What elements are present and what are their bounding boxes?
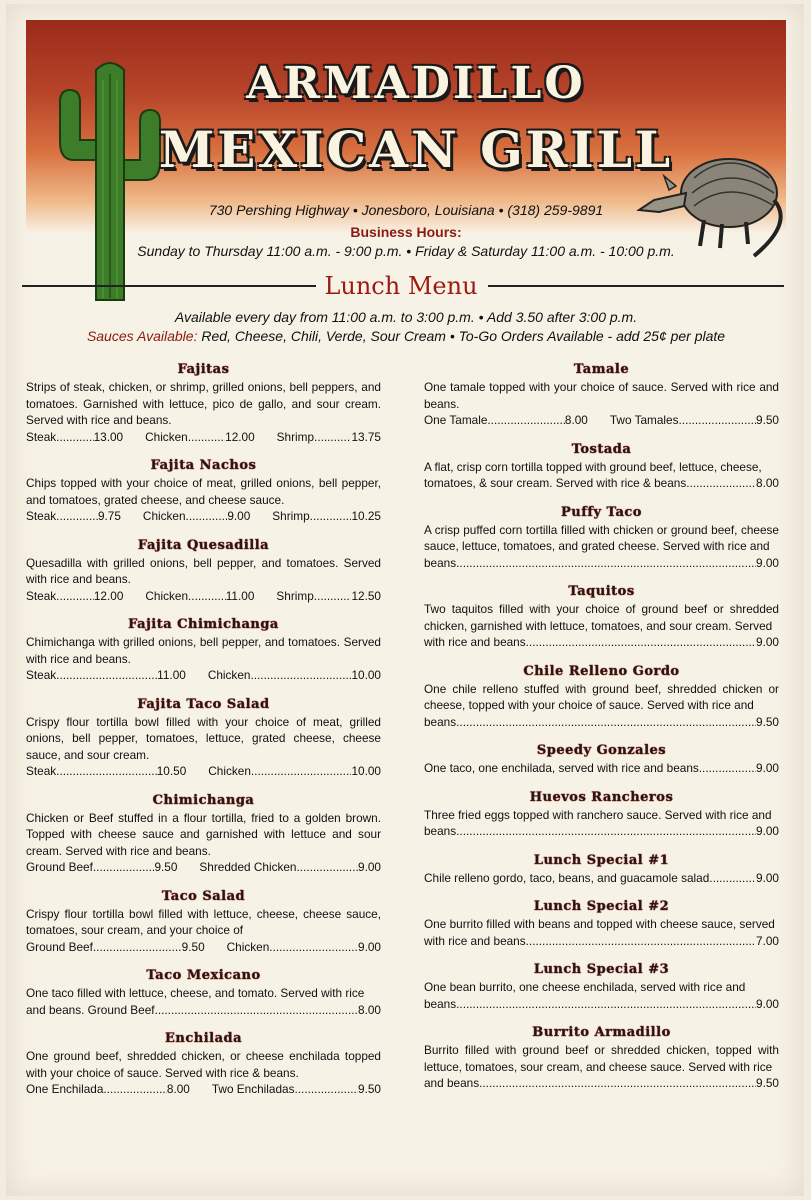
price-label: Shredded Chicken bbox=[199, 860, 297, 874]
price-label: Ground Beef bbox=[26, 860, 93, 874]
leader-dots bbox=[188, 588, 226, 605]
leader-dots bbox=[93, 859, 155, 876]
leader-dots bbox=[103, 1081, 167, 1098]
menu-item-description: Two taquitos filled with your choice of ground beef or shredded chicken, garnished with lettuce, tomatoes, and sour cream. Served bbox=[424, 602, 779, 633]
price-value: 12.50 bbox=[351, 588, 381, 603]
price-label: beans bbox=[424, 996, 457, 1011]
leader-dots bbox=[456, 996, 756, 1013]
price-label: One taco, one enchilada, served with rice and beans bbox=[424, 761, 699, 775]
price-label: Chile relleno gordo, taco, beans, and guacamole salad. bbox=[424, 870, 713, 885]
price-label: Shrimp bbox=[272, 509, 310, 523]
divider-right bbox=[488, 285, 784, 287]
price-label: beans bbox=[424, 714, 457, 729]
leader-dots bbox=[456, 555, 756, 572]
leader-dots bbox=[295, 1081, 359, 1098]
header-banner bbox=[26, 20, 786, 232]
price-value: 13.00 bbox=[93, 429, 124, 444]
price-row bbox=[424, 714, 779, 731]
price-value: 9.50 bbox=[756, 1076, 779, 1090]
price-row bbox=[424, 870, 779, 887]
menu-item-description: Burrito filled with ground beef or shredded chicken, topped with lettuce, tomatoes, sour cream, and cheese sauce. Served with rice bbox=[424, 1043, 779, 1074]
address: 730 Pershing Highway • Jonesboro, Louisiana • (318) 259-9891 bbox=[208, 202, 604, 218]
price-label: Shrimp bbox=[276, 588, 314, 603]
price-label: One Enchilada bbox=[26, 1082, 104, 1096]
price-label: tomatoes, & sour cream. Served with rice & beans bbox=[424, 476, 687, 490]
sauces-text: Red, Cheese, Chili, Verde, Sour Cream • To-Go Orders Available - add 25¢ per plate bbox=[197, 328, 726, 344]
menu-item-description: Crispy flour tortilla bowl filled with your choice of meat, grilled onions, bell pepper, tomatoes, lettuce, grated cheese, cheese sauce, and sour cream. bbox=[26, 714, 381, 762]
price-label: Two Enchiladas bbox=[211, 1082, 295, 1096]
price-row bbox=[26, 859, 381, 876]
price-value: 9.00 bbox=[358, 939, 381, 954]
menu-item bbox=[26, 458, 381, 525]
leader-dots bbox=[296, 859, 358, 876]
price-label: Two Tamales bbox=[609, 413, 679, 427]
price-label: and beans. Ground Beef bbox=[26, 1002, 155, 1017]
restaurant-name-line2: MEXICAN GRILL bbox=[158, 120, 674, 179]
leader-dots bbox=[310, 508, 352, 525]
price-row bbox=[424, 760, 779, 777]
menu-item-name: Speedy Gonzales bbox=[536, 743, 667, 758]
menu-item bbox=[424, 584, 779, 651]
leader-dots bbox=[269, 939, 358, 956]
menu-item-description: Strips of steak, chicken, or shrimp, grilled onions, bell peppers, and tomatoes. Garnished with lettuce, pico de gallo, and sour cream. Served with rice and beans. bbox=[26, 380, 381, 427]
menu-item-description: A crisp puffed corn tortilla filled with chicken or ground beef, cheese sauce, lettuce, tomatoes, and grated cheese. Served with rice and bbox=[424, 522, 779, 553]
business-hours: Sunday to Thursday 11:00 a.m. - 9:00 p.m. • Friday & Saturday 11:00 a.m. - 10:00 p.m. bbox=[137, 243, 675, 259]
menu-item-name: Taco Mexicano bbox=[146, 968, 261, 983]
price-value: 13.75 bbox=[351, 429, 381, 444]
price-value: 8.00 bbox=[166, 1082, 190, 1096]
menu-item bbox=[424, 362, 779, 429]
price-label: Chicken bbox=[142, 509, 186, 523]
leader-dots bbox=[686, 475, 756, 492]
menu-item bbox=[26, 362, 381, 445]
price-label: with rice and beans bbox=[424, 933, 526, 948]
menu-item-description: Chips topped with your choice of meat, grilled onions, bell pepper, and tomatoes, grated cheese, and cheese sauce. bbox=[26, 476, 381, 507]
menu-item-description: One taco filled with lettuce, cheese, and tomato. Served with rice bbox=[26, 986, 365, 1000]
menu-item bbox=[424, 790, 779, 840]
menu-item-name: Tamale bbox=[573, 362, 630, 377]
leader-dots bbox=[93, 939, 182, 956]
leader-dots bbox=[186, 508, 228, 525]
price-label: Shrimp bbox=[276, 429, 315, 444]
menu-item-name: Lunch Special #1 bbox=[533, 852, 670, 868]
menu-item-description: Chimichanga with grilled onions, bell pepper, and tomatoes. Served with rice and beans. bbox=[26, 635, 381, 666]
price-row bbox=[26, 1081, 381, 1098]
price-label: and beans bbox=[424, 1076, 480, 1090]
price-label: Chicken bbox=[226, 939, 270, 954]
menu-item-description: Three fried eggs topped with ranchero sauce. Served with rice and bbox=[424, 807, 772, 822]
price-value: 7.00 bbox=[756, 933, 779, 948]
price-value: 12.00 bbox=[93, 588, 124, 603]
leader-dots bbox=[314, 429, 351, 446]
menu-item-description: A flat, crisp corn tortilla topped with ground beef, lettuce, cheese, bbox=[424, 459, 762, 474]
price-label: Steak bbox=[26, 429, 57, 444]
leader-dots bbox=[155, 1002, 358, 1019]
price-value: 9.00 bbox=[756, 824, 779, 838]
price-value: 9.00 bbox=[756, 555, 779, 570]
price-value: 10.00 bbox=[351, 668, 381, 682]
price-value: 8.00 bbox=[358, 1002, 381, 1017]
menu-item-name: Chimichanga bbox=[152, 792, 255, 808]
price-label: One Tamale bbox=[424, 413, 488, 427]
price-value: 10.50 bbox=[156, 764, 187, 778]
price-row bbox=[424, 996, 779, 1013]
leader-dots bbox=[526, 634, 756, 651]
menu-item-name: Taquitos bbox=[568, 584, 635, 599]
price-row bbox=[424, 555, 779, 572]
price-row bbox=[424, 1075, 779, 1092]
price-row bbox=[424, 823, 779, 840]
menu-item-name: Huevos Rancheros bbox=[529, 789, 674, 805]
menu-item-name: Burrito Armadillo bbox=[532, 1025, 671, 1040]
menu-item-name: Fajitas bbox=[177, 362, 230, 377]
price-row bbox=[424, 412, 779, 429]
menu-page bbox=[6, 4, 804, 1196]
price-label: Chicken bbox=[145, 588, 189, 603]
price-value: 10.25 bbox=[351, 509, 381, 523]
price-value: 9.50 bbox=[756, 714, 779, 729]
price-label: with rice and beans bbox=[424, 635, 526, 649]
menu-item bbox=[424, 743, 779, 777]
menu-item-name: Tostada bbox=[571, 441, 632, 457]
price-value: 9.00 bbox=[756, 761, 779, 775]
menu-item bbox=[424, 505, 779, 572]
menu-item bbox=[424, 962, 779, 1012]
price-value: 9.00 bbox=[756, 996, 779, 1011]
price-value: 9.50 bbox=[756, 413, 779, 427]
menu-item-name: Fajita Taco Salad bbox=[137, 696, 270, 712]
price-label: beans bbox=[424, 555, 457, 570]
price-row bbox=[26, 1002, 381, 1019]
price-label: Steak bbox=[26, 588, 57, 603]
leader-dots bbox=[487, 412, 565, 429]
price-row bbox=[26, 508, 381, 525]
leader-dots bbox=[188, 429, 225, 446]
price-label: beans bbox=[424, 824, 457, 838]
menu-item-name: Fajita Quesadilla bbox=[137, 537, 270, 553]
menu-item-name: Fajita Nachos bbox=[150, 458, 257, 473]
menu-item bbox=[424, 442, 779, 492]
menu-title: Lunch Menu bbox=[324, 272, 478, 300]
sauces-label: Sauces Available: bbox=[86, 328, 198, 344]
menu-item-description: One bean burrito, one cheese enchilada, served with rice and bbox=[424, 980, 746, 994]
leader-dots bbox=[56, 588, 94, 605]
menu-item-name: Puffy Taco bbox=[561, 504, 642, 520]
menu-item bbox=[424, 1025, 779, 1092]
menu-item bbox=[424, 899, 779, 949]
leader-dots bbox=[479, 1075, 756, 1092]
leader-dots bbox=[251, 763, 352, 780]
price-value: 12.00 bbox=[225, 429, 255, 444]
price-label: Steak bbox=[26, 509, 57, 523]
restaurant-name-line1: ARMADILLO bbox=[246, 58, 586, 109]
leader-dots bbox=[56, 667, 157, 684]
leader-dots bbox=[250, 667, 351, 684]
menu-item bbox=[26, 617, 381, 684]
leader-dots bbox=[526, 933, 756, 950]
leader-dots bbox=[713, 870, 756, 887]
leader-dots bbox=[456, 823, 756, 840]
menu-item bbox=[26, 968, 381, 1018]
price-row bbox=[26, 429, 381, 446]
menu-item bbox=[26, 1031, 381, 1098]
leader-dots bbox=[56, 763, 157, 780]
price-value: 10.00 bbox=[351, 764, 381, 778]
divider-left bbox=[22, 285, 316, 287]
sauces-note bbox=[6, 328, 806, 344]
price-value: 9.50 bbox=[154, 860, 178, 874]
price-value: 11.00 bbox=[157, 668, 186, 682]
menu-item-description: One ground beef, shredded chicken, or cheese enchilada topped with your choice of sauce. Served with rice & beans. bbox=[26, 1049, 381, 1080]
price-value: 11.00 bbox=[225, 588, 255, 603]
availability-note: Available every day from 11:00 a.m. to 3:00 p.m. • Add 3.50 after 3:00 p.m. bbox=[174, 309, 638, 325]
menu-column-left bbox=[26, 362, 381, 1111]
leader-dots bbox=[699, 760, 756, 777]
price-row bbox=[424, 475, 779, 492]
price-label: Chicken bbox=[207, 668, 251, 682]
menu-item bbox=[424, 664, 779, 731]
price-value: 9.75 bbox=[97, 509, 121, 523]
price-row bbox=[424, 634, 779, 651]
menu-item bbox=[26, 697, 381, 780]
menu-item-name: Enchilada bbox=[164, 1031, 243, 1046]
menu-item-description: One chile relleno stuffed with ground beef, shredded chicken or cheese, topped with your choice of sauce. Served with rice and bbox=[424, 681, 779, 712]
price-row bbox=[26, 939, 381, 956]
menu-item-name: Taco Salad bbox=[161, 888, 246, 904]
menu-item bbox=[26, 538, 381, 605]
menu-item-name: Lunch Special #3 bbox=[533, 962, 670, 977]
leader-dots bbox=[56, 429, 93, 446]
price-label: Steak bbox=[26, 668, 57, 682]
leader-dots bbox=[456, 714, 756, 731]
menu-column-right bbox=[424, 362, 779, 1105]
menu-item-name: Chile Relleno Gordo bbox=[523, 663, 680, 679]
leader-dots bbox=[314, 588, 352, 605]
price-value: 9.00 bbox=[756, 870, 779, 885]
price-label: Chicken bbox=[145, 429, 188, 444]
leader-dots bbox=[679, 412, 757, 429]
menu-item-name: Fajita Chimichanga bbox=[128, 617, 279, 632]
menu-item-description: Quesadilla with grilled onions, bell pepper, and tomatoes. Served with rice and beans. bbox=[26, 555, 381, 586]
price-row bbox=[26, 588, 381, 605]
menu-item-description: One burrito filled with beans and topped with cheese sauce, served bbox=[424, 917, 775, 931]
price-value: 9.50 bbox=[181, 939, 205, 954]
menu-item bbox=[26, 889, 381, 956]
price-value: 9.00 bbox=[227, 509, 251, 523]
price-value: 8.00 bbox=[756, 476, 779, 490]
menu-item-description: Chicken or Beef stuffed in a flour tortilla, fried to a golden brown. Topped with cheese sauce and garnished with lettuce and sour cream. Served with rice and beans. bbox=[26, 810, 381, 858]
price-label: Steak bbox=[26, 764, 57, 778]
menu-item bbox=[424, 853, 779, 887]
menu-item-description: One tamale topped with your choice of sauce. Served with rice and beans. bbox=[424, 380, 779, 411]
menu-item-description: Crispy flour tortilla bowl filled with lettuce, cheese, cheese sauce, tomatoes, sour cream, and your choice of bbox=[26, 906, 381, 937]
price-row bbox=[424, 933, 779, 950]
menu-item bbox=[26, 793, 381, 876]
hours-heading: Business Hours: bbox=[350, 224, 462, 240]
price-value: 8.00 bbox=[564, 413, 588, 427]
price-value: 9.00 bbox=[756, 635, 779, 649]
menu-item-name: Lunch Special #2 bbox=[533, 899, 670, 914]
price-label: Chicken bbox=[208, 764, 251, 778]
price-label: Ground Beef bbox=[26, 939, 93, 954]
price-row bbox=[26, 763, 381, 780]
leader-dots bbox=[56, 508, 98, 525]
price-value: 9.00 bbox=[358, 860, 381, 874]
price-value: 9.50 bbox=[358, 1082, 381, 1096]
price-row bbox=[26, 667, 381, 684]
